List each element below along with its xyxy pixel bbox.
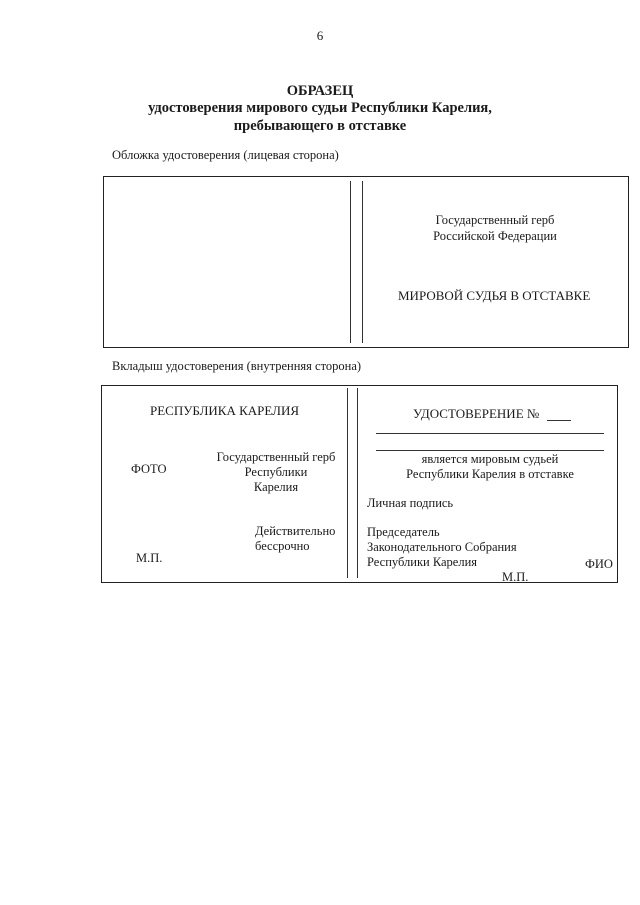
validity-line2: бессрочно (255, 539, 310, 553)
insert-caption: Вкладыш удостоверения (внутренняя сторона) (112, 359, 362, 373)
photo-placeholder-label: ФОТО (131, 462, 167, 476)
insert-left-seal: М.П. (136, 551, 163, 565)
chair-line3: Республики Карелия (367, 555, 478, 569)
fio-label: ФИО (585, 557, 613, 571)
chair-line2: Законодательного Собрания (367, 540, 517, 554)
cover-frame (103, 176, 629, 348)
cover-judge-title: МИРОВОЙ СУДЬЯ В ОТСТАВКЕ (398, 288, 591, 303)
document-title: ОБРАЗЕЦ (286, 83, 354, 99)
name-blank-line2 (376, 450, 604, 451)
validity-line1: Действительно (255, 524, 336, 538)
status-line2: Республики Карелия в отставке (406, 467, 574, 481)
signature-label: Личная подпись (367, 496, 454, 510)
insert-divider-left (347, 388, 348, 578)
document-subtitle-line2: пребывающего в отставке (233, 118, 407, 134)
insert-emblem-line3: Карелия (253, 480, 299, 494)
name-blank-line1 (376, 433, 604, 434)
page-number: 6 (316, 28, 324, 43)
certificate-number-blank (547, 420, 571, 421)
cover-spine-line-right (362, 181, 363, 343)
cover-spine-line-left (350, 181, 351, 343)
cover-emblem-line2: Российской Федерации (433, 229, 557, 243)
insert-emblem-line2: Республики (244, 465, 308, 479)
cover-emblem-line1: Государственный герб (435, 213, 555, 227)
document-subtitle-line1: удостоверения мирового судьи Республики Карелия, (148, 100, 492, 116)
cover-caption: Обложка удостоверения (лицевая сторона) (112, 148, 339, 162)
insert-republic-title: РЕСПУБЛИКА КАРЕЛИЯ (150, 403, 300, 418)
certificate-label: УДОСТОВЕРЕНИЕ № (413, 406, 540, 421)
insert-emblem-line1: Государственный герб (216, 450, 336, 464)
status-line1: является мировым судьей (421, 452, 559, 466)
chair-line1: Председатель (367, 525, 440, 539)
insert-divider-right (357, 388, 358, 578)
insert-right-seal: М.П. (502, 570, 529, 584)
